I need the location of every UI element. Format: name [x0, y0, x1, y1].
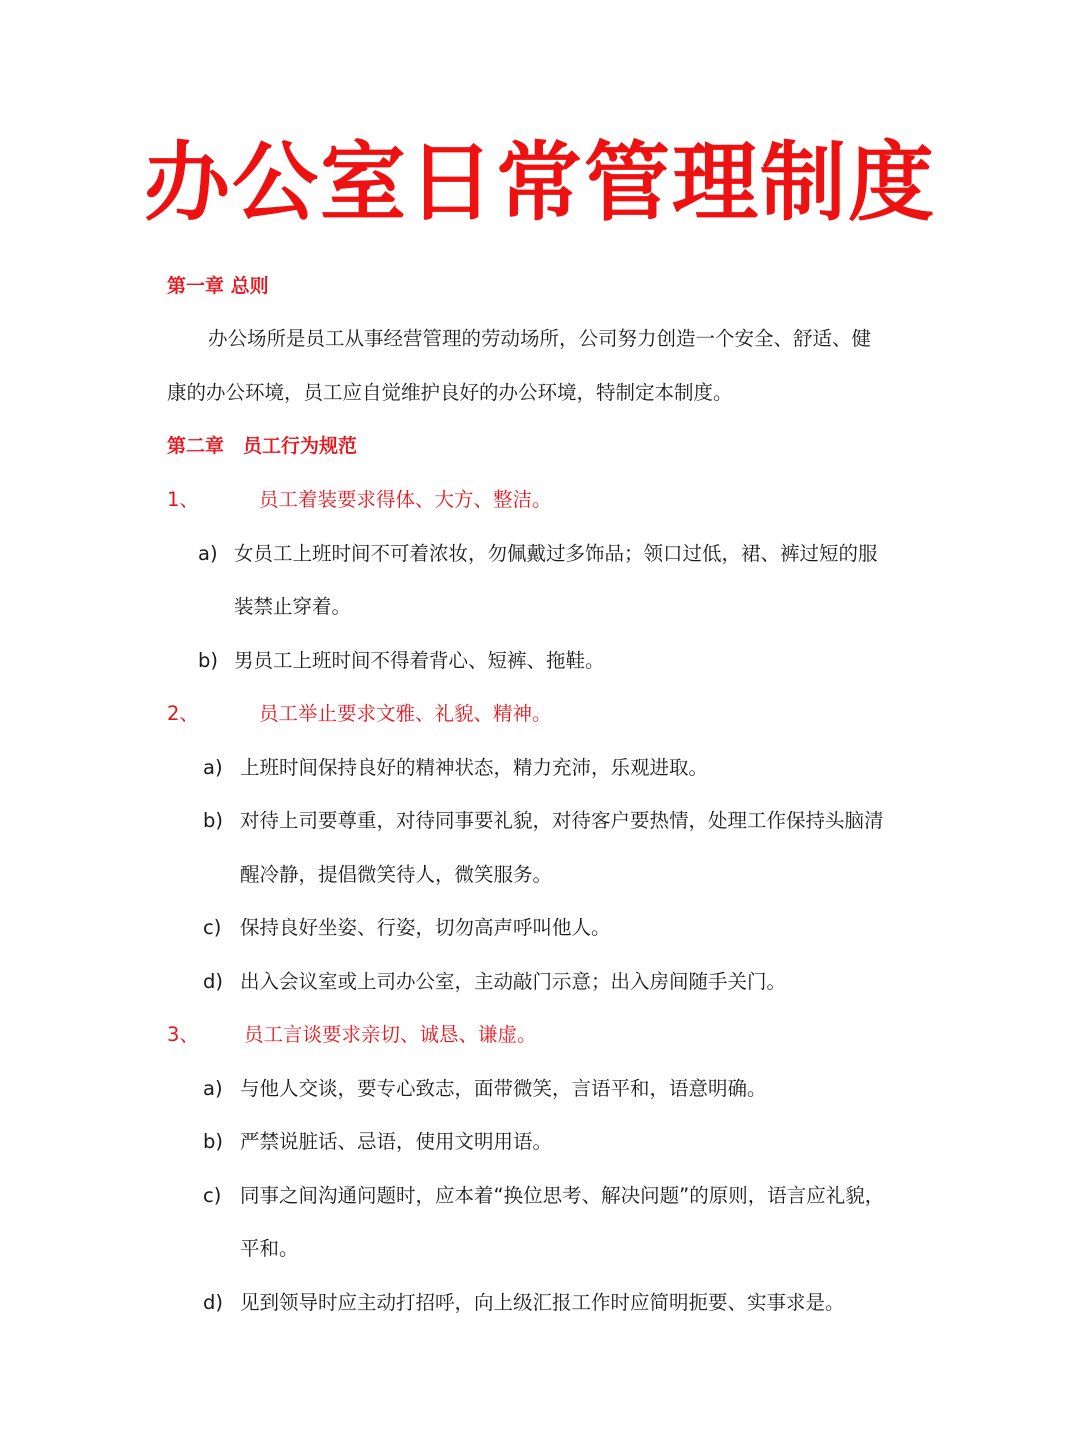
section-2-item-b-line-2: 醒冷静，提倡微笑待人，微笑服务。	[240, 863, 553, 886]
section-3-item-a-marker: a)	[203, 1077, 223, 1100]
section-1-item-a-line-2: 装禁止穿着。	[234, 595, 352, 618]
section-2-item-d-marker: d)	[203, 970, 223, 993]
section-2-item-a-line-1: 上班时间保持良好的精神状态，精力充沛，乐观进取。	[240, 756, 709, 779]
section-2-heading: 员工举止要求文雅、礼貌、精神。	[259, 702, 552, 725]
section-2-item-b-line-1: 对待上司要尊重，对待同事要礼貌，对待客户要热情，处理工作保持头脑清	[240, 809, 884, 832]
section-1-number: 1、	[167, 488, 199, 511]
section-2-item-c-line-1: 保持良好坐姿、行姿，切勿高声呼叫他人。	[240, 916, 611, 939]
chapter-1-heading: 第一章 总则	[167, 275, 269, 297]
section-1-heading: 员工着装要求得体、大方、整洁。	[259, 488, 552, 511]
section-3-item-c-line-1: 同事之间沟通问题时，应本着“换位思考、解决问题”的原则，语言应礼貌，	[240, 1184, 885, 1207]
section-3-item-b-marker: b)	[203, 1130, 223, 1153]
chapter-1-paragraph-line-1: 办公场所是员工从事经营管理的劳动场所，公司努力创造一个安全、舒适、健	[208, 327, 872, 350]
section-3-item-b-line-1: 严禁说脏话、忌语，使用文明用语。	[240, 1130, 553, 1153]
section-1-item-a-marker: a)	[198, 542, 218, 565]
document-title: 办公室日常管理制度	[144, 133, 936, 233]
section-2-item-d-line-1: 出入会议室或上司办公室，主动敲门示意；出入房间随手关门。	[240, 970, 787, 993]
section-3-item-a-line-1: 与他人交谈，要专心致志，面带微笑，言语平和，语意明确。	[240, 1077, 767, 1100]
section-3-heading: 员工言谈要求亲切、诚恳、谦虚。	[244, 1023, 537, 1046]
section-2-item-b-marker: b)	[203, 809, 223, 832]
section-2-number: 2、	[167, 702, 199, 725]
section-1-item-a-line-1: 女员工上班时间不可着浓妆，勿佩戴过多饰品；领口过低，裙、裤过短的服	[234, 542, 878, 565]
section-3-item-d-marker: d)	[203, 1291, 223, 1314]
section-3-item-d-line-1: 见到领导时应主动打招呼，向上级汇报工作时应简明扼要、实事求是。	[240, 1291, 845, 1314]
chapter-1-paragraph-line-2: 康的办公环境，员工应自觉维护良好的办公环境，特制定本制度。	[167, 381, 733, 404]
section-1-item-b-marker: b)	[198, 649, 218, 672]
chapter-2-heading: 第二章 员工行为规范	[167, 435, 358, 457]
section-3-item-c-marker: c)	[203, 1184, 222, 1207]
section-3-number: 3、	[167, 1023, 199, 1046]
section-3-item-c-line-2: 平和。	[240, 1237, 299, 1260]
section-1-item-b-line-1: 男员工上班时间不得着背心、短裤、拖鞋。	[234, 649, 605, 672]
section-2-item-a-marker: a)	[203, 756, 223, 779]
section-2-item-c-marker: c)	[203, 916, 222, 939]
